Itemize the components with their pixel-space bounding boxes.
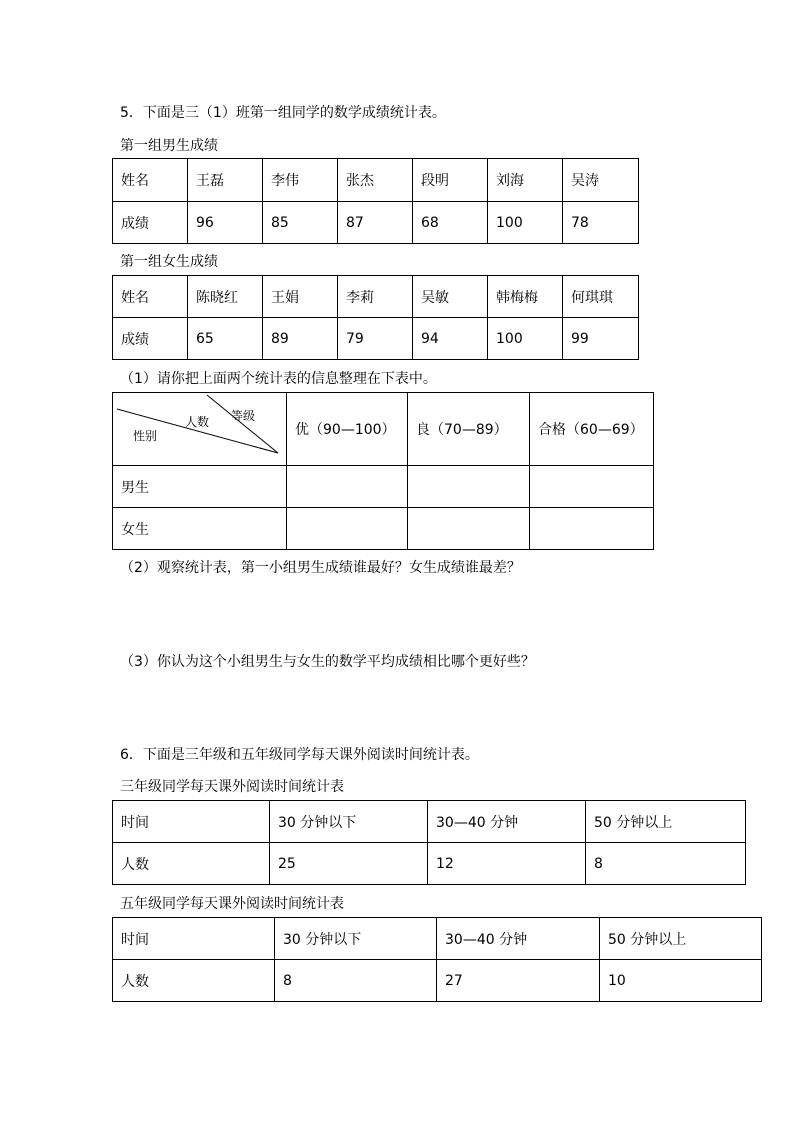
answer-cell[interactable] bbox=[287, 508, 408, 550]
table-cell: 30—40 分钟 bbox=[437, 918, 600, 960]
table-cell: 27 bbox=[437, 960, 600, 1002]
table-row bbox=[113, 508, 654, 550]
q5-title: 5．下面是三（1）班第一组同学的数学成绩统计表。 bbox=[120, 105, 446, 121]
table-cell: 100 bbox=[488, 202, 563, 244]
girls-score-table bbox=[112, 275, 639, 360]
table-row bbox=[113, 801, 746, 843]
column-header: 良（70—89） bbox=[408, 393, 530, 466]
row-header: 姓名 bbox=[113, 159, 188, 202]
table-cell: 78 bbox=[563, 202, 639, 244]
grade3-table-caption: 三年级同学每天课外阅读时间统计表 bbox=[120, 779, 344, 795]
table-cell: 65 bbox=[188, 318, 263, 360]
corner-grade-label: 等级 bbox=[231, 409, 256, 423]
row-header: 成绩 bbox=[113, 202, 188, 244]
answer-cell[interactable] bbox=[408, 466, 530, 508]
row-header: 时间 bbox=[113, 801, 270, 843]
table-row bbox=[113, 843, 746, 885]
table-cell: 85 bbox=[263, 202, 338, 244]
table-cell: 10 bbox=[600, 960, 762, 1002]
answer-cell[interactable] bbox=[530, 508, 654, 550]
table-cell: 30 分钟以下 bbox=[270, 801, 428, 843]
table-cell: 50 分钟以上 bbox=[600, 918, 762, 960]
girls-table-caption: 第一组女生成绩 bbox=[120, 254, 218, 270]
row-header: 成绩 bbox=[113, 318, 188, 360]
row-header: 男生 bbox=[113, 466, 287, 508]
table-cell: 30—40 分钟 bbox=[428, 801, 586, 843]
grade5-table-caption: 五年级同学每天课外阅读时间统计表 bbox=[120, 896, 344, 912]
answer-cell[interactable] bbox=[530, 466, 654, 508]
row-header: 姓名 bbox=[113, 276, 188, 318]
q5-sub2: （2）观察统计表，第一小组男生成绩谁最好？女生成绩谁最差？ bbox=[120, 560, 521, 576]
table-cell: 吴涛 bbox=[563, 159, 639, 202]
table-cell: 100 bbox=[488, 318, 563, 360]
table-cell: 王磊 bbox=[188, 159, 263, 202]
boys-table-caption: 第一组男生成绩 bbox=[120, 138, 218, 154]
table-cell: 段明 bbox=[413, 159, 488, 202]
boys-score-table bbox=[112, 158, 639, 244]
table-cell: 94 bbox=[413, 318, 488, 360]
summary-table bbox=[112, 392, 654, 550]
table-row bbox=[113, 960, 762, 1002]
table-row bbox=[113, 276, 639, 318]
table-cell: 李莉 bbox=[338, 276, 413, 318]
table-cell: 张杰 bbox=[338, 159, 413, 202]
table-cell: 王娟 bbox=[263, 276, 338, 318]
table-row bbox=[113, 202, 639, 244]
row-header: 人数 bbox=[113, 843, 270, 885]
q5-sub3: （3）你认为这个小组男生与女生的数学平均成绩相比哪个更好些？ bbox=[120, 654, 535, 670]
table-cell: 12 bbox=[428, 843, 586, 885]
table-row bbox=[113, 466, 654, 508]
column-header: 优（90—100） bbox=[287, 393, 408, 466]
table-cell: 吴敏 bbox=[413, 276, 488, 318]
table-cell: 96 bbox=[188, 202, 263, 244]
grade5-reading-table bbox=[112, 917, 762, 1002]
table-cell: 79 bbox=[338, 318, 413, 360]
table-row bbox=[113, 393, 654, 466]
grade3-reading-table bbox=[112, 800, 746, 885]
table-cell: 何琪琪 bbox=[563, 276, 639, 318]
table-cell: 刘海 bbox=[488, 159, 563, 202]
column-header: 合格（60—69） bbox=[530, 393, 654, 466]
corner-count-label: 人数 bbox=[185, 415, 210, 429]
table-cell: 89 bbox=[263, 318, 338, 360]
row-header: 时间 bbox=[113, 918, 275, 960]
corner-gender-label: 性别 bbox=[133, 429, 158, 443]
table-cell: 68 bbox=[413, 202, 488, 244]
table-row bbox=[113, 918, 762, 960]
table-cell: 87 bbox=[338, 202, 413, 244]
table-row bbox=[113, 318, 639, 360]
table-cell: 50 分钟以上 bbox=[586, 801, 746, 843]
q5-sub1: （1）请你把上面两个统计表的信息整理在下表中。 bbox=[120, 371, 437, 387]
table-cell: 陈晓红 bbox=[188, 276, 263, 318]
answer-cell[interactable] bbox=[408, 508, 530, 550]
table-row bbox=[113, 159, 639, 202]
table-cell: 25 bbox=[270, 843, 428, 885]
row-header: 人数 bbox=[113, 960, 275, 1002]
table-cell: 韩梅梅 bbox=[488, 276, 563, 318]
answer-cell[interactable] bbox=[287, 466, 408, 508]
table-cell: 99 bbox=[563, 318, 639, 360]
table-cell: 8 bbox=[586, 843, 746, 885]
q6-title: 6．下面是三年级和五年级同学每天课外阅读时间统计表。 bbox=[120, 747, 479, 763]
table-cell: 李伟 bbox=[263, 159, 338, 202]
diagonal-header-cell bbox=[113, 393, 287, 466]
row-header: 女生 bbox=[113, 508, 287, 550]
table-cell: 8 bbox=[275, 960, 437, 1002]
table-cell: 30 分钟以下 bbox=[275, 918, 437, 960]
